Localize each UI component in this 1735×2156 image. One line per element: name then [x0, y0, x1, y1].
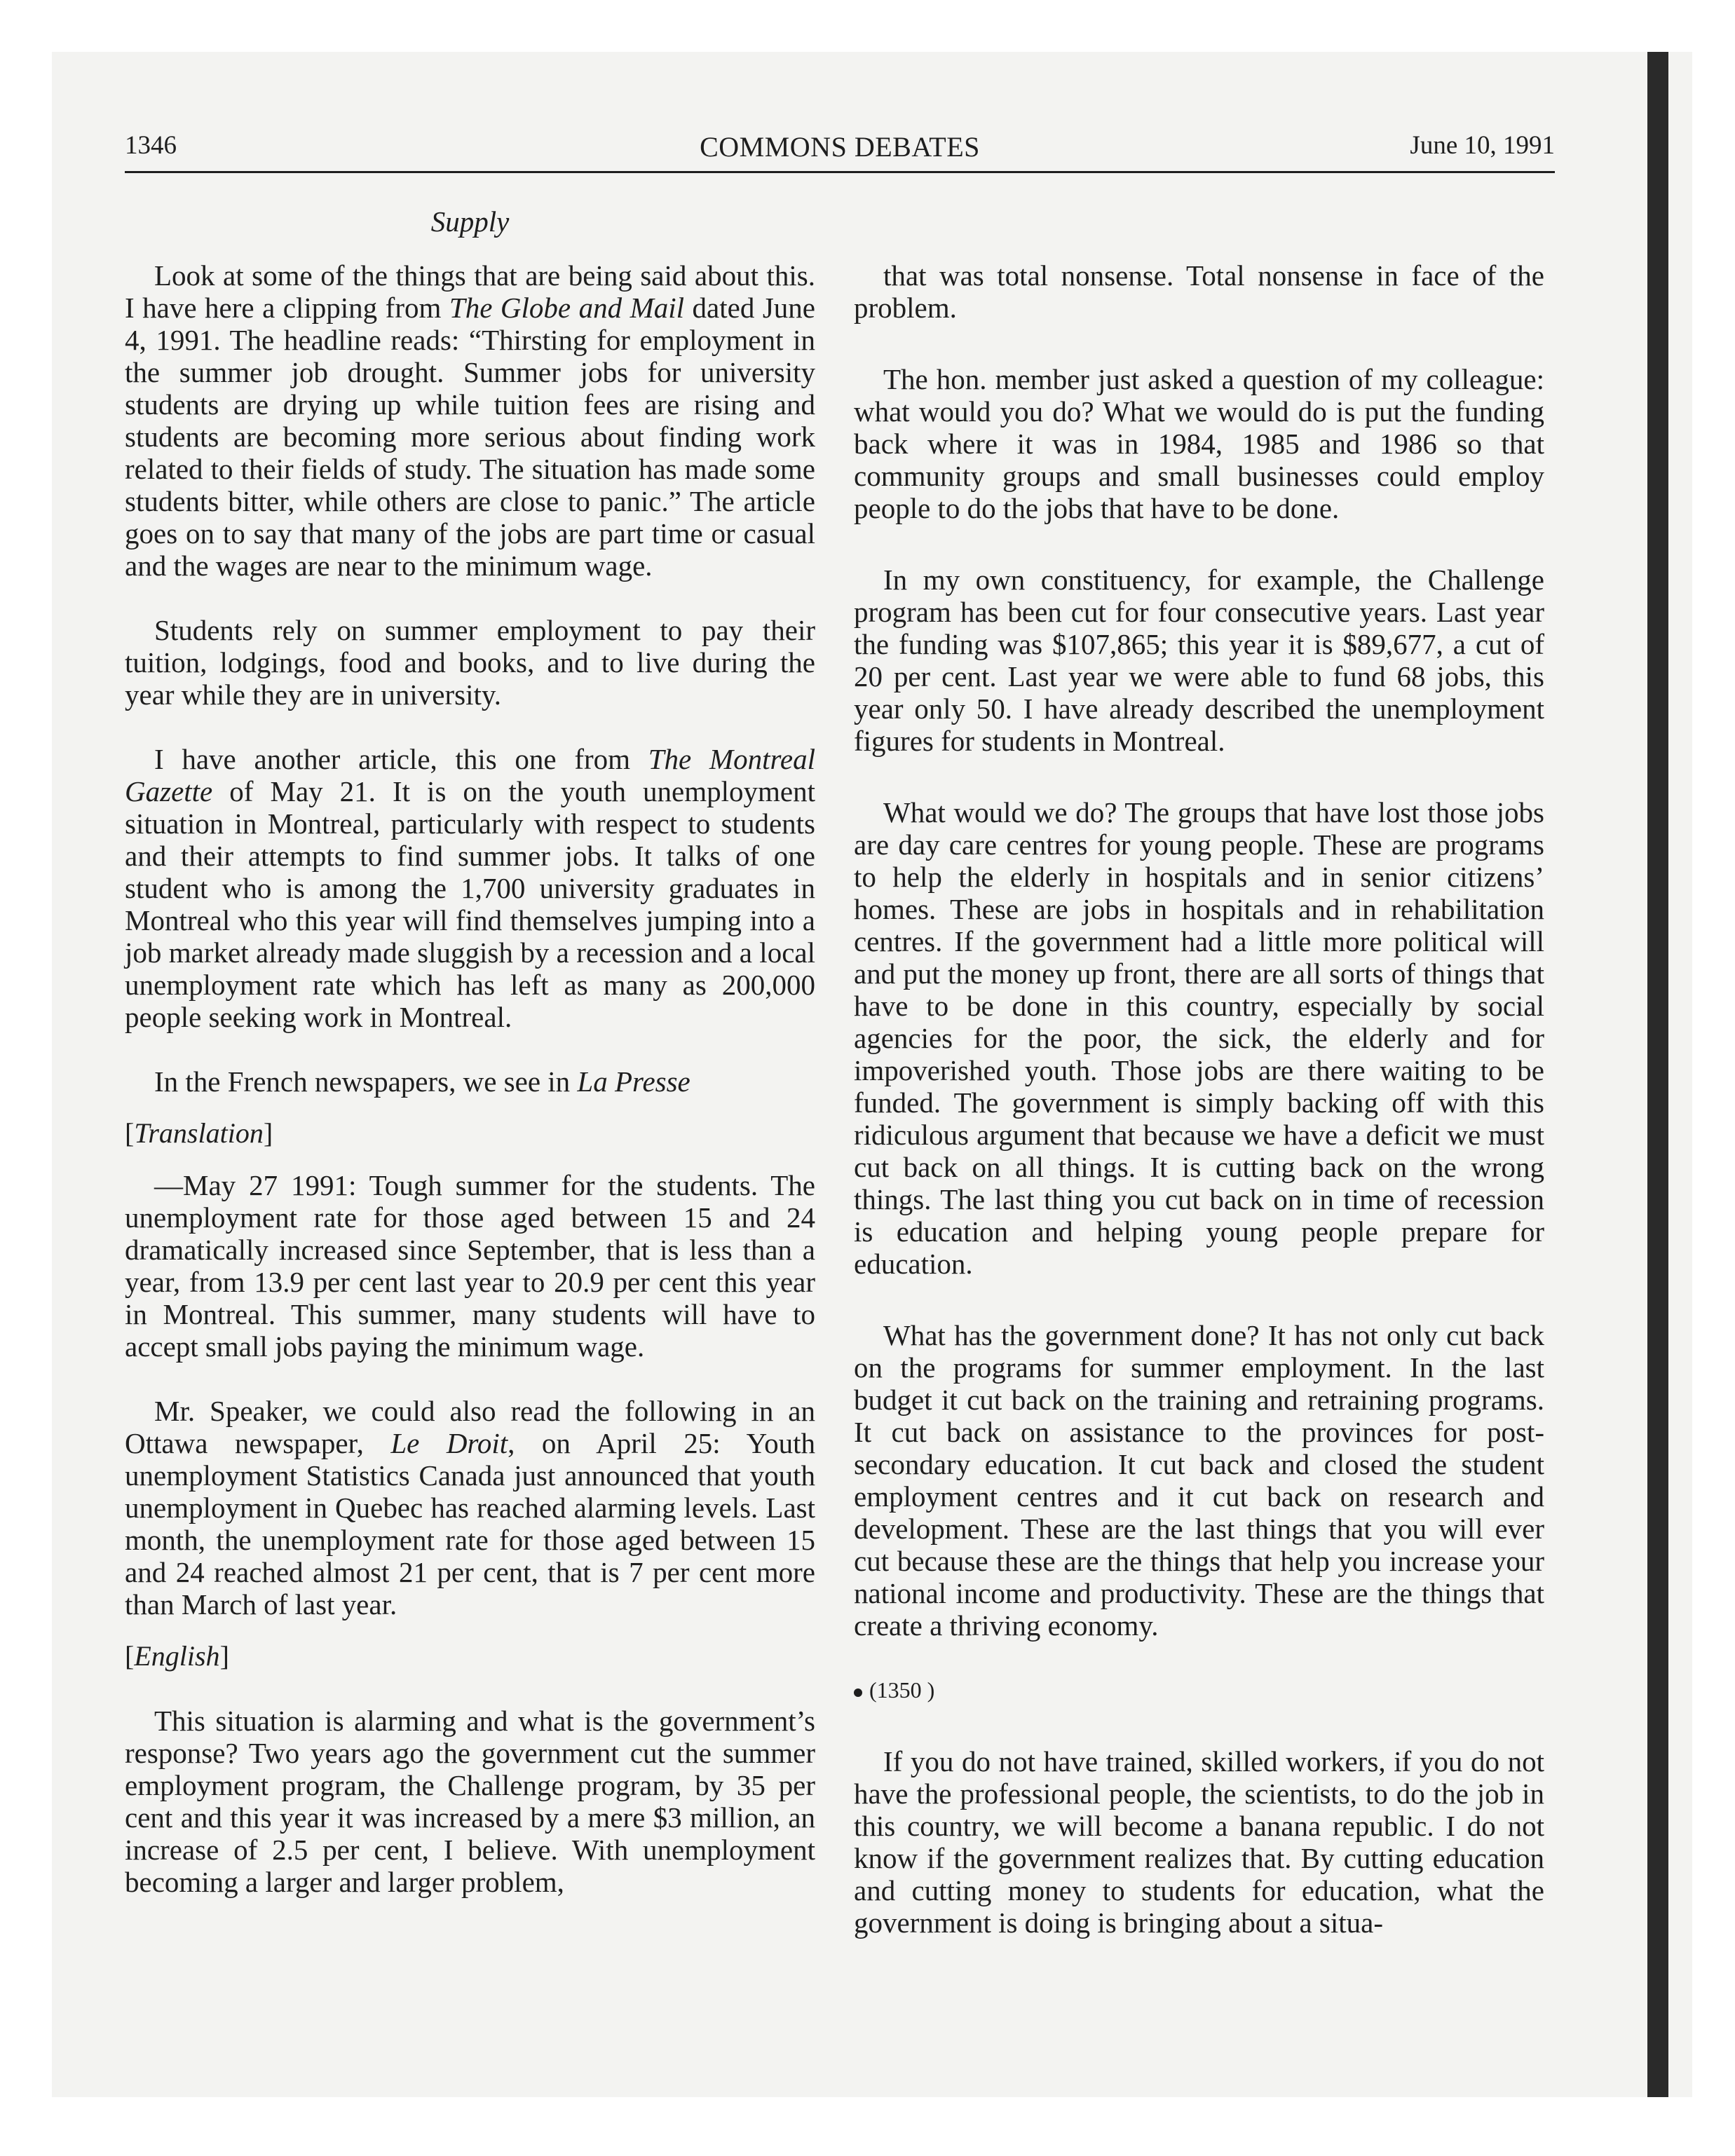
paragraph: I have another article, this one from The Montreal Gazette of May 21. It is on the youth unemployment situation in Montreal, particularly with respect to students and their attempts to find summer jobs. It talks of one student who is among the 1,700 university graduates in Montreal who this year will find themselves jumping into a job market already made sluggish by a recession and a local unemployment rate which has left as many as 200,000 people seeking work in Montreal.: [125, 743, 815, 1033]
paragraph: What has the government done? It has not only cut back on the programs for summer employment. In the last budget it cut back on the training and retraining programs. It cut back on assistance to the provinces for post-secondary education. It cut back and closed the student employment centres and it cut back on research and development. These are the last things that you will ever cut because these are the things that help you increase your national income and productivity. These are the things that create a thriving economy.: [854, 1319, 1544, 1642]
publication-title: COMMONS DEBATES: [700, 131, 980, 163]
newspaper-title: La Presse: [577, 1065, 690, 1098]
right-column: [854, 259, 1544, 1978]
paragraph: This situation is alarming and what is the government’s response? Two years ago the government cut the summer employment program, the Challenge program, by 35 per cent and this year it was increased by a mere $3 million, an increase of 2.5 per cent, I believe. With unemployment becoming a larger and larger problem,: [125, 1705, 815, 1898]
language-label: [Translation]: [125, 1117, 273, 1149]
running-head: Supply: [430, 205, 510, 238]
bullet-icon: [854, 1688, 862, 1697]
newspaper-title: The Globe and Mail: [449, 292, 685, 324]
left-column: [125, 259, 815, 1930]
paragraph: In the French newspapers, we see in La Presse: [154, 1065, 690, 1098]
paragraph: What would we do? The groups that have lost those jobs are day care centres for young people. These are programs to help the elderly in hospitals and in senior citizens’ homes. These are jobs in hospitals and in rehabilitation centres. If the government had a little more political will and put the money up front, there are all sorts of things that have to be done in this country, especially by social agencies for the poor, the sick, the elderly and for impoverished youth. Those jobs are there waiting to be funded. The government is simply backing off with this ridiculous argument that because we have a deficit we must cut back on all things. It is cutting back on the wrong things. The last thing you cut back on in time of recession is education and helping young people prepare for education.: [854, 796, 1544, 1280]
paragraph: that was total nonsense. Total nonsense in face of the problem.: [854, 259, 1544, 324]
paragraph: In my own constituency, for example, the Challenge program has been cut for four consecutive years. Last year the funding was $107,865; this year it is $89,677, a cut of 20 per cent. Last year we were able to fund 68 jobs, this year only 50. I have already described the unemployment figures for students in Montreal.: [854, 564, 1544, 757]
paragraph: Mr. Speaker, we could also read the following in an Ottawa newspaper, Le Droit, on April 25: Youth unemployment Statistics Canada just announced that youth unemployment in Quebec has reached alarming levels. Last month, the unemployment rate for those aged between 15 and 24 reached almost 21 per cent, that is 7 per cent more than March of last year.: [125, 1395, 815, 1621]
page-number: 1346: [125, 131, 177, 160]
header-rule: [125, 171, 1555, 173]
newspaper-title: Le Droit: [390, 1427, 508, 1459]
paragraph: Look at some of the things that are being said about this. I have here a clipping from The Globe and Mail dated June 4, 1991. The headline reads: “Thirsting for employment in the summer job drought. Summer jobs for university students are drying up while tuition fees are rising and students are becoming more serious about finding work related to their fields of study. The situation has made some students bitter, while others are close to panic.” The article goes on to say that many of the jobs are part time or casual and the wages are near to the minimum wage.: [125, 259, 815, 582]
language-label: [English]: [125, 1640, 229, 1672]
paragraph: Students rely on summer employment to pay their tuition, lodgings, food and books, and to live during the year while they are in university.: [125, 614, 815, 711]
page-header: [125, 130, 1555, 170]
paragraph: —May 27 1991: Tough summer for the students. The unemployment rate for those aged between 15 and 24 dramatically increased since September, that is less than a year, from 13.9 per cent last year to 20.9 per cent this year in Montreal. This summer, many students will have to accept small jobs paying the minimum wage.: [125, 1169, 815, 1363]
issue-date: June 10, 1991: [1410, 131, 1555, 160]
paragraph: If you do not have trained, skilled workers, if you do not have the professional people, the scientists, to do the job in this country, we will become a banana republic. I do not know if the government realizes that. By cutting education and cutting money to students for education, what the government is doing is bringing about a situa-: [854, 1745, 1544, 1939]
paragraph: The hon. member just asked a question of my colleague: what would you do? What we would do is put the funding back where it was in 1984, 1985 and 1986 so that community groups and small businesses could employ people to do the jobs that have to be done.: [854, 363, 1544, 524]
page-edge-shadow: [1647, 52, 1668, 2097]
newspaper-title: The Montreal Gazette: [125, 743, 815, 807]
time-marker: (1350 ): [854, 1674, 1544, 1706]
